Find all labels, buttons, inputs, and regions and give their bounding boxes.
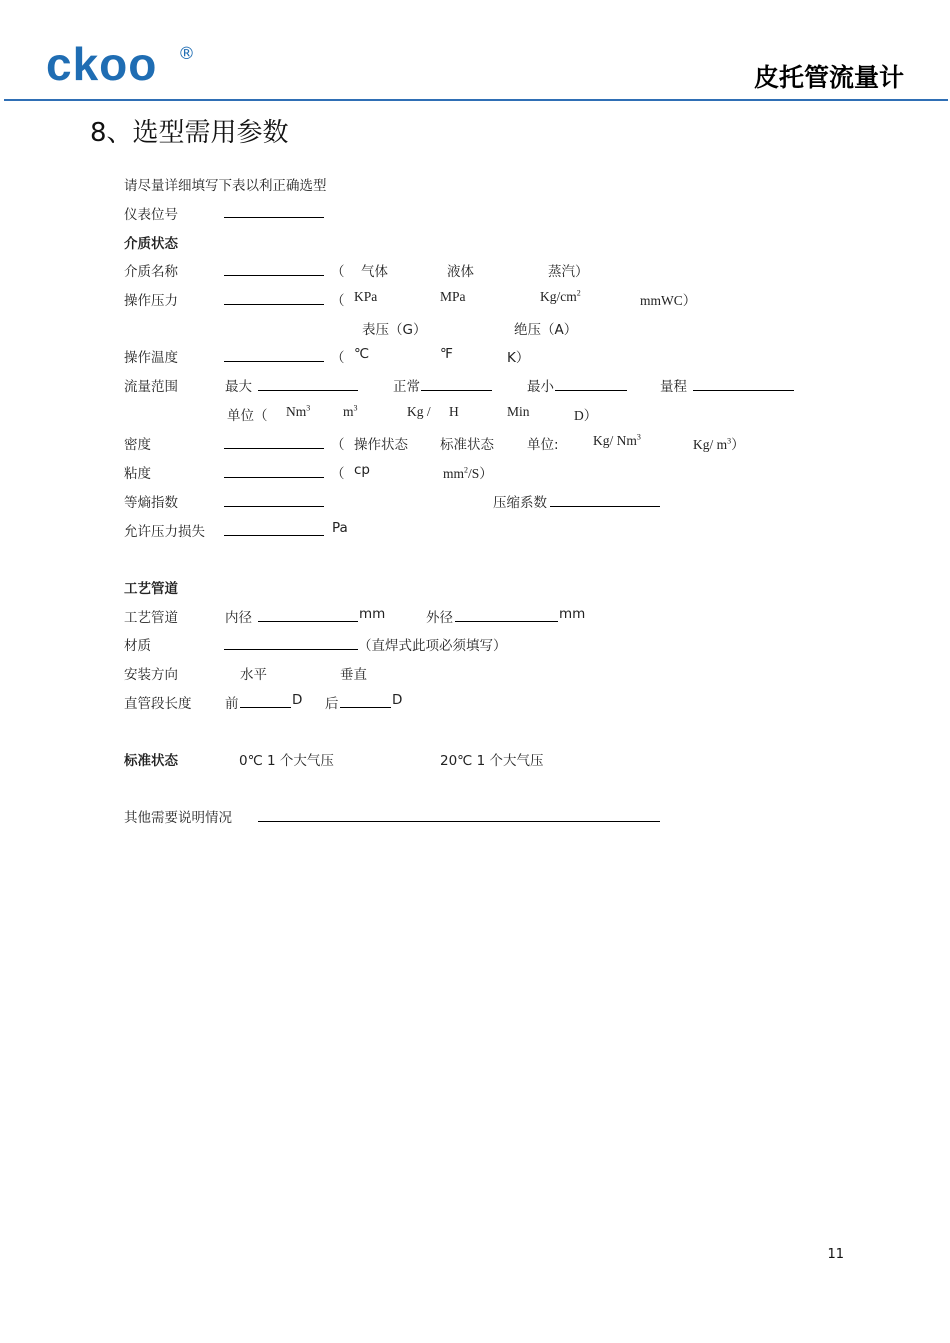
other-notes-label: 其他需要说明情况	[124, 810, 232, 826]
unit-kg-nm3[interactable]	[593, 433, 641, 449]
option-liquid[interactable]: 液体	[447, 264, 474, 280]
temperature-label: 操作温度	[124, 350, 178, 366]
page-number: 11	[827, 1247, 844, 1262]
flow-normal-label: 正常	[393, 379, 420, 395]
viscosity-label: 粘度	[124, 466, 151, 482]
pipe-label: 工艺管道	[124, 610, 178, 626]
unit-hour[interactable]: H	[449, 404, 459, 419]
unit-m3-sup: 3	[353, 403, 358, 413]
inner-unit: mm	[359, 606, 386, 622]
option-gauge[interactable]: 表压（G）	[362, 322, 427, 338]
pressure-loss-field[interactable]	[224, 535, 324, 536]
unit-nm3-sup: 3	[306, 403, 311, 413]
option-steam[interactable]: 蒸汽）	[548, 264, 589, 280]
temperature-field[interactable]	[224, 361, 324, 362]
unit-kg[interactable]: Kg /	[407, 404, 431, 419]
unit-minute[interactable]: Min	[507, 404, 530, 419]
unit-kgcm2-text: Kg/cm	[540, 289, 577, 304]
compress-field[interactable]	[550, 506, 660, 507]
unit-mmwc[interactable]: mmWC）	[640, 293, 697, 308]
unit-nm3[interactable]	[286, 404, 310, 420]
flow-range-label: 量程	[660, 379, 687, 395]
unit-mm2s-sup: 2	[464, 465, 469, 475]
paren-open: （	[331, 293, 345, 309]
pipe-heading: 工艺管道	[124, 581, 178, 597]
unit-m3-text: m	[343, 404, 354, 419]
paren-open: （	[331, 437, 345, 453]
compress-label: 压缩系数	[493, 495, 547, 511]
front-field[interactable]	[240, 707, 291, 708]
paren-open: （	[331, 350, 345, 366]
orientation-label: 安装方向	[124, 667, 178, 683]
viscosity-field[interactable]	[224, 477, 324, 478]
other-notes-field[interactable]	[258, 821, 660, 822]
medium-name-field[interactable]	[224, 275, 324, 276]
unit-kg-nm3-sup: 3	[636, 432, 641, 442]
inner-diameter-label: 内径	[225, 610, 252, 626]
unit-mm2s[interactable]	[443, 462, 493, 482]
outer-unit: mm	[559, 606, 586, 622]
flow-unit-label: 单位（	[227, 408, 268, 424]
isentropic-label: 等熵指数	[124, 495, 178, 511]
flow-max-label: 最大	[225, 379, 252, 395]
unit-mm2s-text: mm	[443, 466, 465, 481]
section-title: 8、选型需用参数	[90, 118, 289, 148]
header-divider	[4, 99, 948, 101]
material-note: （直焊式此项必须填写）	[358, 638, 507, 654]
flow-normal-field[interactable]	[421, 390, 492, 391]
option-gas[interactable]: 气体	[361, 264, 388, 280]
front-unit: D	[292, 692, 303, 708]
material-field[interactable]	[224, 649, 358, 650]
flow-min-label: 最小	[527, 379, 554, 395]
option-horizontal[interactable]: 水平	[240, 667, 267, 683]
isentropic-field[interactable]	[224, 506, 324, 507]
pressure-label: 操作压力	[124, 293, 178, 309]
unit-kgcm2-sup: 2	[576, 288, 581, 298]
front-label: 前	[225, 696, 239, 712]
outer-diameter-label: 外径	[426, 610, 453, 626]
option-vertical[interactable]: 垂直	[340, 667, 367, 683]
unit-kg-m3-close: ）	[731, 437, 745, 452]
unit-day[interactable]: D）	[574, 408, 598, 423]
option-absolute[interactable]: 绝压（A）	[514, 322, 578, 338]
outer-diameter-field[interactable]	[455, 621, 558, 622]
pressure-field[interactable]	[224, 304, 324, 305]
unit-kg-nm3-text: Kg/ Nm	[593, 433, 637, 448]
back-field[interactable]	[340, 707, 391, 708]
intro-text: 请尽量详细填写下表以利正确选型	[124, 178, 327, 194]
back-unit: D	[392, 692, 403, 708]
standard-state-label: 标准状态	[124, 753, 178, 769]
unit-kg-m3[interactable]	[693, 433, 745, 453]
flow-max-field[interactable]	[258, 390, 358, 391]
flow-range-field[interactable]	[693, 390, 794, 391]
material-label: 材质	[124, 638, 151, 654]
unit-pa: Pa	[332, 520, 348, 536]
unit-kg-m3-text: Kg/ m	[693, 437, 728, 452]
paren-open: （	[331, 264, 345, 280]
unit-cp[interactable]: cp	[354, 462, 370, 478]
density-unit-label: 单位:	[527, 437, 559, 453]
straight-length-label: 直管段长度	[124, 696, 192, 712]
unit-fahrenheit[interactable]: ℉	[440, 346, 453, 362]
unit-mpa[interactable]: MPa	[440, 289, 466, 304]
paren-open: （	[331, 466, 345, 482]
medium-heading: 介质状态	[124, 236, 178, 252]
tag-no-field[interactable]	[224, 217, 324, 218]
option-standard-20c[interactable]: 20℃ 1 个大气压	[440, 753, 544, 769]
document-title: 皮托管流量计	[753, 63, 904, 92]
unit-nm3-text: Nm	[286, 404, 307, 419]
flow-label: 流量范围	[124, 379, 178, 395]
density-label: 密度	[124, 437, 151, 453]
unit-celsius[interactable]: ℃	[354, 346, 370, 362]
back-label: 后	[325, 696, 339, 712]
registered-mark: ®	[178, 44, 195, 64]
inner-diameter-field[interactable]	[258, 621, 358, 622]
pressure-loss-label: 允许压力损失	[124, 524, 205, 540]
unit-kgcm2[interactable]	[540, 289, 581, 305]
density-field[interactable]	[224, 448, 324, 449]
brand-logo: ckoo	[46, 38, 158, 90]
unit-kpa[interactable]: KPa	[354, 289, 378, 304]
flow-min-field[interactable]	[555, 390, 627, 391]
unit-m3[interactable]	[343, 404, 358, 420]
unit-mm2s-rest: /S）	[468, 466, 493, 481]
option-standard-0c[interactable]: 0℃ 1 个大气压	[239, 753, 334, 769]
medium-name-label: 介质名称	[124, 264, 178, 280]
unit-kelvin[interactable]: K）	[507, 350, 530, 366]
tag-no-label: 仪表位号	[124, 207, 178, 223]
unit-kg-m3-sup: 3	[727, 436, 732, 446]
option-standard-state[interactable]: 标准状态	[440, 437, 494, 453]
option-operating-state[interactable]: 操作状态	[354, 437, 408, 453]
